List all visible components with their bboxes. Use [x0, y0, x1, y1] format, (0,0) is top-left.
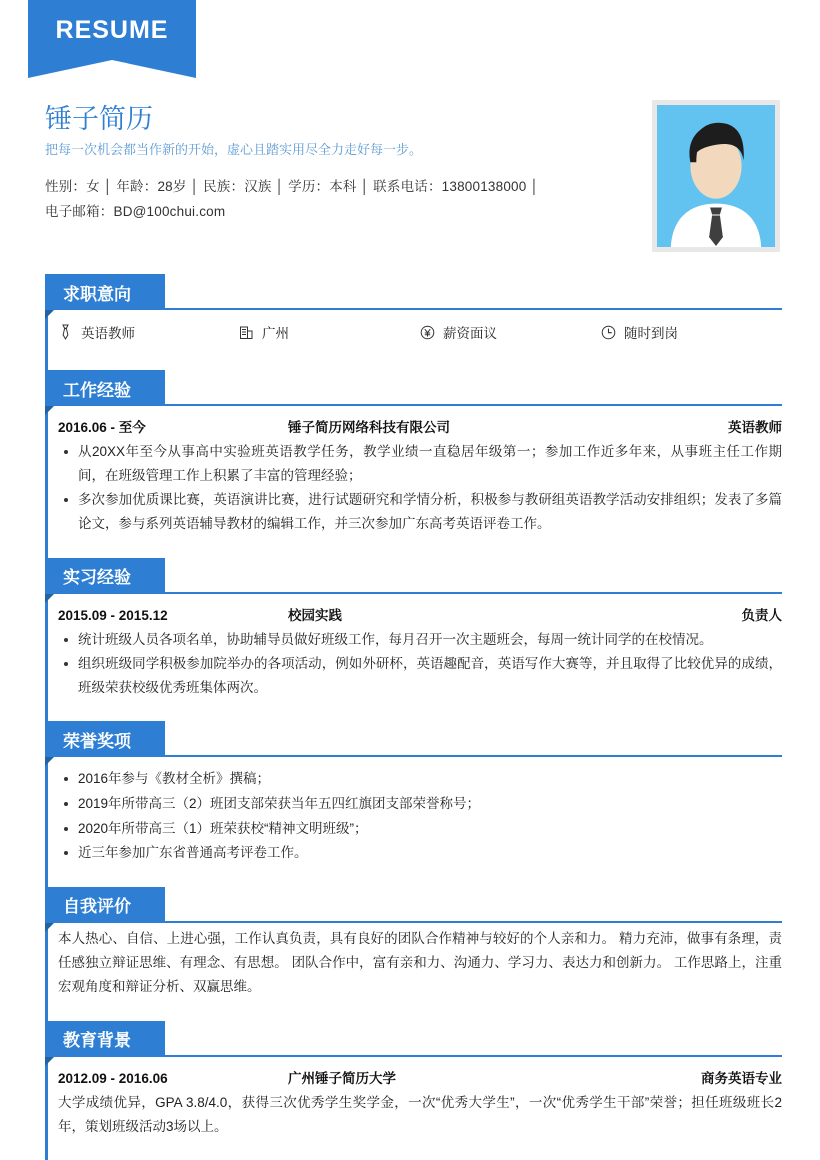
section-self-evaluation [0, 887, 820, 999]
section-fold-shape [45, 310, 54, 319]
education-entry-major: 商务英语专业 [701, 1070, 782, 1086]
page-title: 锤子简历 [45, 104, 153, 134]
work-bullet-list [0, 440, 820, 536]
work-entry-org: 锤子简历网络科技有限公司 [288, 420, 450, 435]
section-fold-shape [45, 594, 54, 603]
yen-icon [420, 325, 435, 340]
list-item: 近三年参加广东省普通高考评卷工作。 [78, 841, 782, 865]
objective-label-position: 英语教师 [81, 326, 135, 341]
section-title-objective: 求职意向 [45, 274, 165, 310]
section-fold-shape [45, 406, 54, 415]
self-evaluation-text: 本人热心、自信、上进心强，工作认真负责，具有良好的团队合作精神与较好的个人亲和力。 精力充沛，做事有条理，责任感独立辩证思维、有理念、有思想。 团队合作中，富有亲和力、沟通力、学习力、表达力和创新力。 工作思路上，注重宏观角度和辩证分析、双赢思维。 [58, 930, 782, 994]
list-item: 2016年参与《教材全析》撰稿； [78, 767, 782, 791]
section-objective [0, 274, 820, 348]
section-title-education: 教育背景 [45, 1021, 165, 1057]
list-item: 多次参加优质课比赛，英语演讲比赛，进行试题研究和学情分析，积极参与教研组英语教学活动安排组织；发表了多篇论文，参与系列英语辅导教材的编辑工作，并三次参加广东高考英语评卷工作。 [78, 488, 782, 535]
list-item: 2020年所带高三（1）班荣获校“精神文明班级”； [78, 817, 782, 841]
banner-label: RESUME [28, 0, 196, 60]
objective-item-city [239, 322, 420, 342]
profile-info-line-2: 电子邮箱：BD@100chui.com [45, 204, 226, 220]
objective-label-availability: 随时到岗 [624, 326, 678, 341]
list-item: 组织班级同学积极参加院举办的各项活动，例如外研杯，英语趣配音，英语写作大赛等，并且取得了比较优异的成绩，班级荣获校级优秀班集体两次。 [78, 652, 782, 699]
section-title-internship: 实习经验 [45, 558, 165, 594]
profile-header [0, 78, 820, 252]
internship-entry-role: 负责人 [741, 607, 782, 623]
section-header-honors [0, 721, 820, 757]
objective-item-salary [420, 322, 601, 342]
work-entry-date: 2016.06 - 至今 [58, 420, 146, 435]
avatar [652, 100, 780, 252]
section-work-experience [0, 370, 820, 536]
section-title-work: 工作经验 [45, 370, 165, 406]
objective-label-city: 广州 [262, 326, 289, 341]
education-description: 大学成绩优异，GPA 3.8/4.0，获得三次优秀学生奖学金，一次“优秀大学生”，一次“优秀学生干部”荣誉；担任班级班长2年，策划班级活动3场以上。 [58, 1094, 782, 1134]
education-entry-school: 广州锤子简历大学 [288, 1070, 396, 1086]
internship-entry-header [0, 594, 820, 626]
profile-tagline: 把每一次机会都当作新的开始，虚心且踏实用尽全力走好每一步。 [45, 142, 423, 158]
list-item: 统计班级人员各项名单，协助辅导员做好班级工作，每月召开一次主题班会，每周一统计同学的在校情况。 [78, 628, 782, 652]
section-header-work [0, 370, 820, 406]
section-header-self-eval [0, 887, 820, 923]
resume-banner [0, 0, 820, 78]
list-item: 2019年所带高三（2）班团支部荣获当年五四红旗团支部荣誉称号； [78, 792, 782, 816]
clock-icon [601, 325, 616, 340]
section-header-objective [0, 274, 820, 310]
section-fold-shape [45, 1057, 54, 1066]
section-header-education [0, 1021, 820, 1057]
objective-item-availability [601, 322, 782, 342]
tie-icon [58, 324, 73, 340]
honors-bullet-list [0, 759, 820, 865]
section-honors [0, 721, 820, 865]
list-item: 从20XX年至今从事高中实验班英语教学任务，教学业绩一直稳居年级第一；参加工作近多年来，从事班主任工作期间，在班级管理工作上积累了丰富的管理经验； [78, 440, 782, 487]
section-title-honors: 荣誉奖项 [45, 721, 165, 757]
avatar-illustration [657, 105, 775, 247]
work-entry-role: 英语教师 [728, 420, 782, 435]
profile-text-block [45, 100, 539, 225]
education-entry-date: 2012.09 - 2016.06 [58, 1070, 168, 1086]
internship-entry-org: 校园实践 [288, 607, 342, 623]
objective-item-position [58, 322, 239, 342]
building-icon [239, 325, 254, 340]
profile-info-line-1: 性别：女 │ 年龄：28岁 │ 民族：汉族 │ 学历：本科 │ 联系电话：13800138000 │ [45, 179, 540, 195]
section-education [0, 1021, 820, 1139]
internship-bullet-list [0, 628, 820, 700]
work-entry-header [0, 406, 820, 438]
section-header-internship [0, 558, 820, 594]
section-fold-shape [45, 757, 54, 766]
banner-arrow-shape [28, 60, 196, 78]
objective-label-salary: 薪资面议 [443, 326, 497, 341]
internship-entry-date: 2015.09 - 2015.12 [58, 607, 168, 623]
section-fold-shape [45, 923, 54, 932]
section-title-self-eval: 自我评价 [45, 887, 165, 923]
education-entry-header [0, 1057, 820, 1089]
section-internship [0, 558, 820, 700]
objective-row [0, 310, 820, 348]
